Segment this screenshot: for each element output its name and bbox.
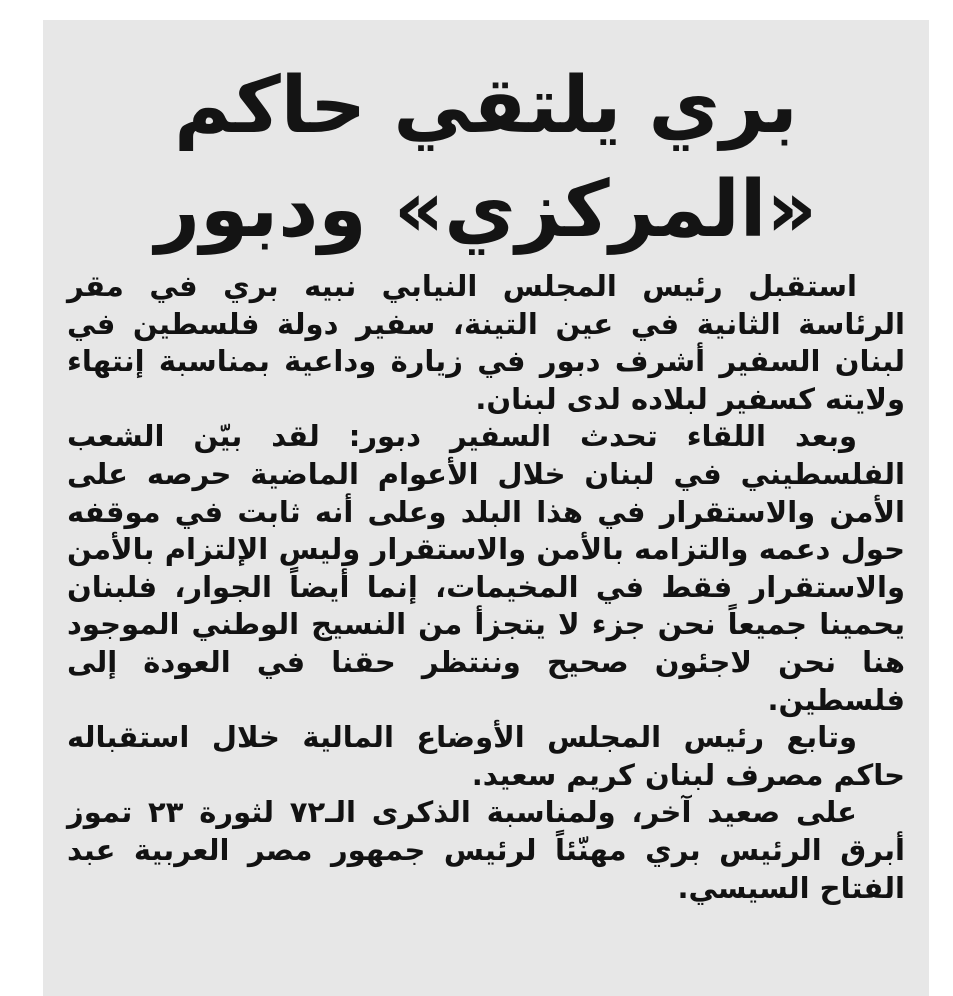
newspaper-clipping [43, 20, 929, 996]
paragraph-1: استقبل رئيس المجلس النيابي نبيه بري في مقر الرئاسة الثانية في عين التينة، سفير دولة فلسطين في لبنان السفير أشرف دبور في زيارة وداعية بمناسبة إنتهاء ولايته كسفير لبلاده لدى لبنان. [67, 269, 905, 416]
paragraph-3: وتابع رئيس المجلس الأوضاع المالية خلال استقباله حاكم مصرف لبنان كريم سعيد. [67, 720, 905, 792]
paragraph-4: على صعيد آخر، ولمناسبة الذكرى الـ٧٢ لثورة ٢٣ تموز أبرق الرئيس بري مهنّئاً لرئيس جمهور مصر العربية عبد الفتاح السيسي. [67, 795, 905, 905]
headline-line-1: بري يلتقي حاكم [174, 61, 798, 151]
paragraph-2: وبعد اللقاء تحدث السفير دبور: لقد بيّن الشعب الفلسطيني في لبنان خلال الأعوام الماضية حرصه على الأمن والاستقرار في هذا البلد وعلى أنه ثابت في موقفه حول دعمه والتزامه بالأمن والاستقرار وليس الإلتزام بالأمن والاستقرار فقط في المخيمات، إنما أيضاً الجوار، فلبنان يحمينا جميعاً نحن جزء لا يتجزأ من النسيج الوطني الموجود هنا نحن لاجئون صحيح وننتظر حقنا في العودة إلى فلسطين. [67, 419, 905, 717]
headline-line-2: «المركزي» ودبور [155, 165, 817, 255]
headline [67, 54, 905, 262]
article-body [67, 268, 905, 907]
